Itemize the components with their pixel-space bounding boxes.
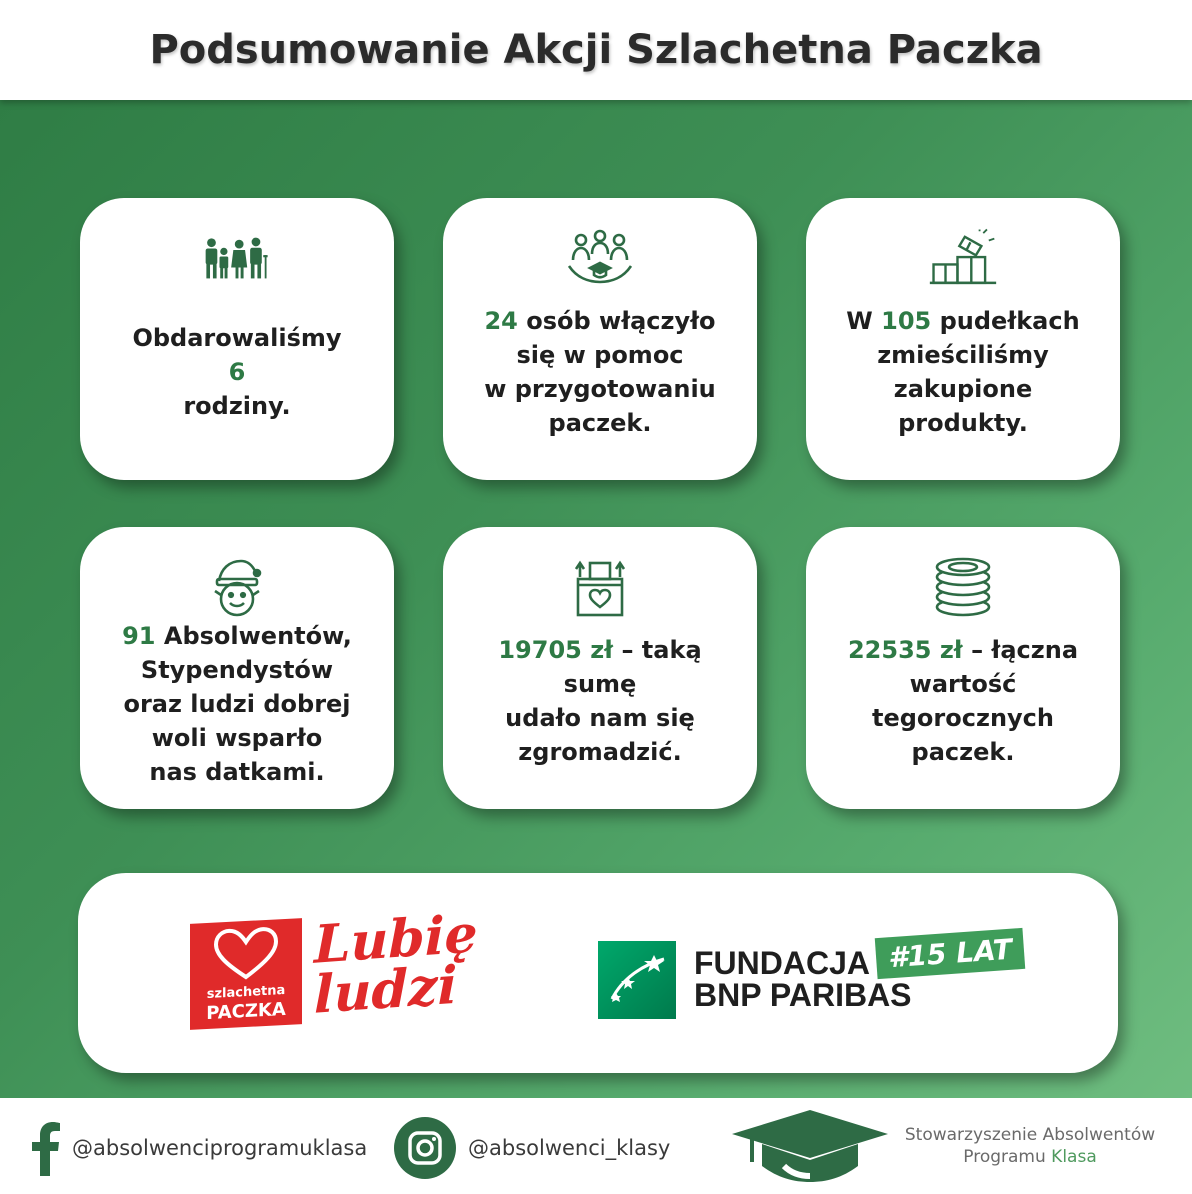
family-icon [202, 226, 272, 290]
instagram-icon[interactable] [394, 1117, 456, 1179]
donation-box-icon [565, 555, 635, 619]
stat-card-donors [80, 527, 394, 809]
facebook-icon[interactable] [28, 1120, 62, 1176]
stat-number: 22535 zł [847, 636, 963, 664]
partner-logos [78, 873, 1118, 1073]
stat-number: 24 [484, 307, 518, 335]
coins-icon [928, 555, 998, 619]
stat-card-total-value [806, 527, 1120, 809]
stat-text: Obdarowaliśmy 6 rodziny. [132, 324, 342, 420]
instagram-handle[interactable]: @absolwenci_klasy [468, 1136, 671, 1160]
stat-card-boxes [806, 198, 1120, 480]
stat-text: W 105 pudełkach zmieściliśmy zakupione produkty. [846, 307, 1080, 437]
stat-text: 19705 zł – taką sumę udało nam się zgromadzić. [498, 636, 702, 766]
organization-name: Stowarzyszenie Absolwentów Programu Klasa [904, 1125, 1156, 1167]
anniversary-badge: #15 LAT [875, 928, 1026, 979]
stat-number: 6 [228, 358, 246, 386]
bnp-paribas-logo [598, 941, 676, 1019]
gift-boxes-icon [928, 226, 998, 290]
graduation-cap-icon [732, 1108, 888, 1188]
stat-card-collected [443, 527, 757, 809]
volunteers-icon [565, 226, 635, 290]
bnp-name: FUNDACJA BNP PARIBAS [694, 945, 912, 1013]
stat-card-volunteers [443, 198, 757, 480]
stat-text: 91 Absolwentów, Stypendystów oraz ludzi dobrej woli wsparło nas datkami. [122, 622, 352, 786]
stat-number: 105 [881, 307, 932, 335]
elf-icon [202, 555, 272, 619]
stat-text: 22535 zł – łączna wartość tegorocznych paczek. [847, 636, 1079, 766]
heart-icon [190, 922, 302, 988]
stat-number: 19705 zł [498, 636, 614, 664]
footer [0, 1098, 1192, 1194]
stat-number: 91 [122, 622, 156, 650]
szlachetna-paczka-logo: szlachetna PACZKA [190, 918, 302, 1030]
header [0, 0, 1192, 100]
page-title: Podsumowanie Akcji Szlachetna Paczka [149, 27, 1043, 73]
stars-icon [598, 941, 676, 1019]
stat-card-families [80, 198, 394, 480]
facebook-handle[interactable]: @absolwenciprogramuklasa [72, 1136, 368, 1160]
stat-text: 24 osób włączyło się w pomoc w przygotowaniu paczek. [484, 307, 716, 437]
lubie-ludzi-slogan: Lubię ludzi [314, 903, 478, 1026]
